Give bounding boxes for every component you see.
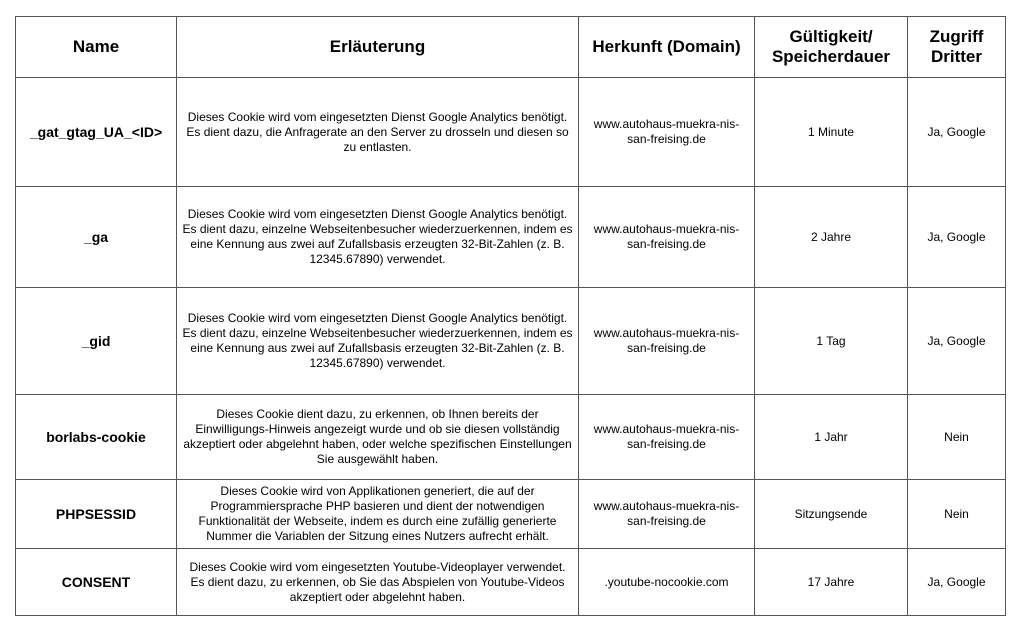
- cookie-origin: www.autohaus-muekra-nis-san-freising.de: [579, 187, 755, 288]
- cookie-validity: 17 Jahre: [755, 549, 908, 616]
- cookie-validity: 2 Jahre: [755, 187, 908, 288]
- cookie-description: Dieses Cookie wird vom eingesetzten Dienst Google Analytics benötigt. Es dient dazu, einzelne Webseitenbesucher wiederzuerkennen, indem es eine Kennung aus zwei auf Zufallsbasis erzeugten 32-Bit-Zahlen (z. B. 12345.67890) verwendet.: [177, 187, 579, 288]
- cookie-origin: www.autohaus-muekra-nis-san-freising.de: [579, 288, 755, 395]
- table-row: [16, 187, 1006, 288]
- column-header-validity: Gültigkeit/ Speicherdauer: [755, 17, 908, 78]
- table-row: [16, 549, 1006, 616]
- cookie-description: Dieses Cookie wird vom eingesetzten Dienst Google Analytics benötigt. Es dient dazu, einzelne Webseitenbesucher wiederzuerkennen, indem es eine Kennung aus zwei auf Zufallsbasis erzeugten 32-Bit-Zahlen (z. B. 12345.67890) verwendet.: [177, 288, 579, 395]
- cookie-name: borlabs-cookie: [16, 395, 177, 480]
- table-header-row: [16, 17, 1006, 78]
- cookie-third-party: Ja, Google: [908, 187, 1006, 288]
- cookie-description: Dieses Cookie wird vom eingesetzten Youtube-Videoplayer verwendet. Es dient dazu, zu erkennen, ob Sie das Abspielen von Youtube-Videos akzeptiert oder abgelehnt haben.: [177, 549, 579, 616]
- table-row: [16, 288, 1006, 395]
- column-header-third-party: Zugriff Dritter: [908, 17, 1006, 78]
- table-row: [16, 480, 1006, 549]
- cookie-description: Dieses Cookie wird von Applikationen generiert, die auf der Programmiersprache PHP basieren und dient der notwendigen Funktionalität der Webseite, indem es durch eine zufällig generierte Nummer die Variablen der Sitzung eines Nutzers aufrecht erhält.: [177, 480, 579, 549]
- table-row: [16, 395, 1006, 480]
- cookie-name: CONSENT: [16, 549, 177, 616]
- cookie-name: PHPSESSID: [16, 480, 177, 549]
- cookie-validity: 1 Jahr: [755, 395, 908, 480]
- column-header-origin: Herkunft (Domain): [579, 17, 755, 78]
- cookie-name: _gid: [16, 288, 177, 395]
- cookie-validity: 1 Minute: [755, 78, 908, 187]
- column-header-description: Erläuterung: [177, 17, 579, 78]
- cookie-name: _ga: [16, 187, 177, 288]
- column-header-name: Name: [16, 17, 177, 78]
- table-row: [16, 78, 1006, 187]
- cookie-description: Dieses Cookie wird vom eingesetzten Dienst Google Analytics benötigt. Es dient dazu, die Anfragerate an den Server zu drosseln und diesen so zu entlasten.: [177, 78, 579, 187]
- cookie-name: _gat_gtag_UA_<ID>: [16, 78, 177, 187]
- cookie-origin: www.autohaus-muekra-nis-san-freising.de: [579, 480, 755, 549]
- cookie-table: [15, 16, 1006, 616]
- cookie-origin: .youtube-nocookie.com: [579, 549, 755, 616]
- cookie-third-party: Ja, Google: [908, 288, 1006, 395]
- cookie-third-party: Ja, Google: [908, 78, 1006, 187]
- cookie-description: Dieses Cookie dient dazu, zu erkennen, ob Ihnen bereits der Einwilligungs-Hinweis angezeigt wurde und ob sie diesen vollständig akzeptiert oder abgelehnt haben, oder welche spezifischen Einstellungen Sie ausgewählt haben.: [177, 395, 579, 480]
- cookie-third-party: Ja, Google: [908, 549, 1006, 616]
- cookie-origin: www.autohaus-muekra-nis-san-freising.de: [579, 78, 755, 187]
- cookie-validity: Sitzungsende: [755, 480, 908, 549]
- cookie-third-party: Nein: [908, 480, 1006, 549]
- cookie-third-party: Nein: [908, 395, 1006, 480]
- cookie-validity: 1 Tag: [755, 288, 908, 395]
- cookie-origin: www.autohaus-muekra-nis-san-freising.de: [579, 395, 755, 480]
